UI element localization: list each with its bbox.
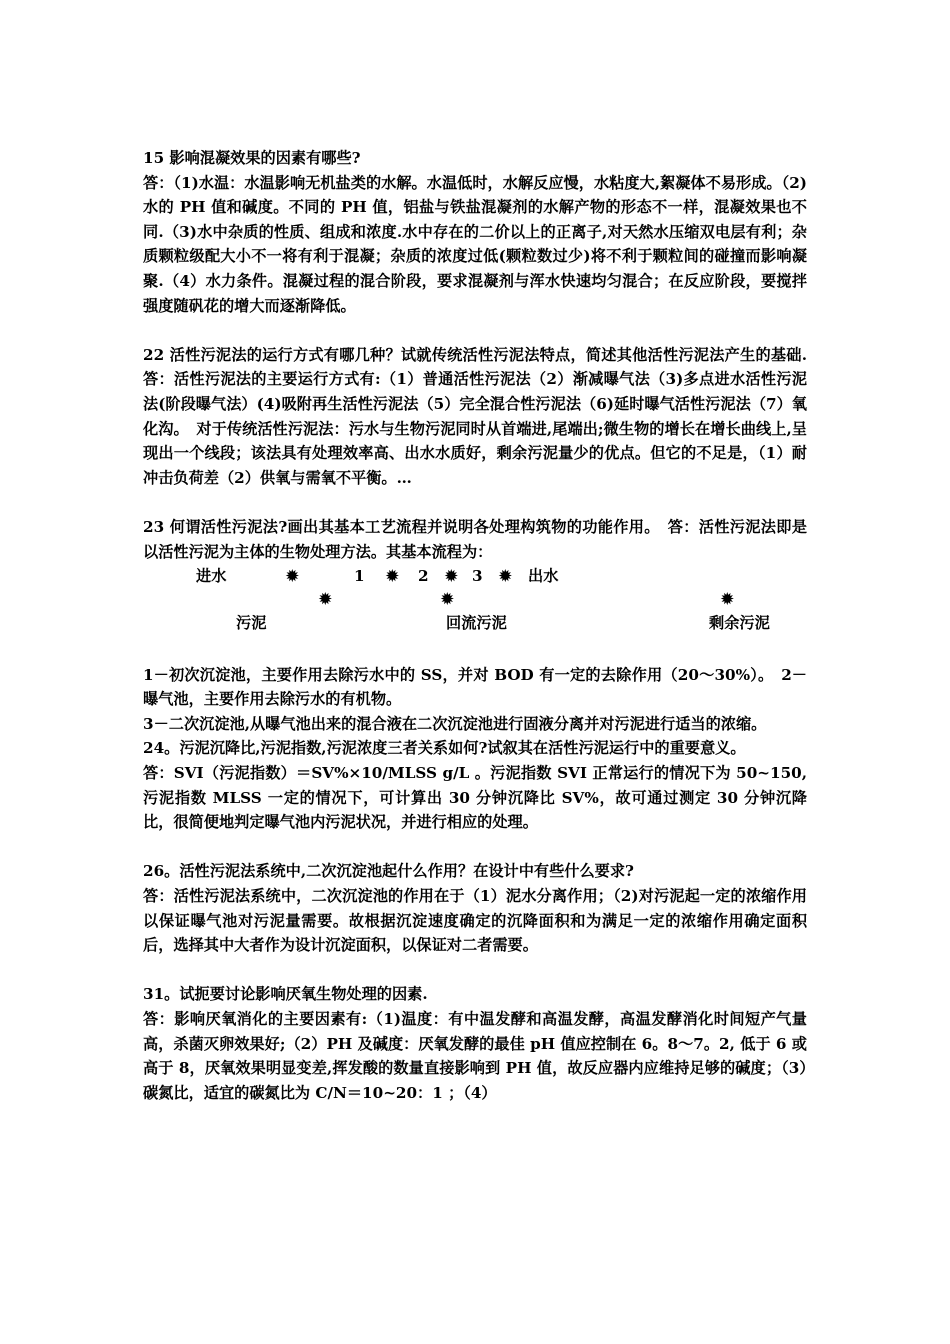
flow-connector-icon: ✹ — [441, 590, 454, 609]
flow-connector-icon: ✹ — [445, 567, 458, 586]
flow-unit-2: 2 — [418, 567, 429, 586]
question-23: 23 何谓活性污泥法?画出其基本工艺流程并说明各处理构筑物的功能作用。 答：活性污泥法即是以活性污泥为主体的生物处理方法。其基本流程为： — [143, 517, 807, 561]
flow-inlet-label: 进水 — [196, 567, 227, 586]
flow-connector-icon: ✹ — [721, 590, 734, 609]
flow-outlet-label: 出水 — [528, 567, 559, 586]
document-page — [143, 146, 807, 1105]
question-24-title: 24。污泥沉降比,污泥指数,污泥浓度三者关系如何?试叙其在活性污泥运行中的重要意义。 — [143, 739, 746, 758]
process-flow-diagram — [143, 564, 807, 638]
flow-connector-icon: ✹ — [386, 567, 399, 586]
question-31-title: 31。试扼要讨论影响厌氧生物处理的因素. — [143, 985, 428, 1004]
flow-note-3: 3－二次沉淀池,从曝气池出来的混合液在二次沉淀池进行固液分离并对污泥进行适当的浓缩。 — [143, 714, 767, 733]
flow-note-1-2: 1－初次沉淀池，主要作用去除污水中的 SS，并对 BOD 有一定的去除作用（20～30%）。 2－曝气池，主要作用去除污水的有机物。 — [143, 665, 807, 709]
flow-connector-icon: ✹ — [319, 590, 332, 609]
flow-sludge-label: 污泥 — [236, 614, 267, 633]
flow-return-sludge-label: 回流污泥 — [446, 614, 507, 633]
flow-unit-3: 3 — [472, 567, 483, 586]
question-26-title: 26。活性污泥法系统中,二次沉淀池起什么作用？在设计中有些什么要求? — [143, 862, 634, 881]
flow-connector-icon: ✹ — [499, 567, 512, 586]
answer-15: 答：（1)水温：水温影响无机盐类的水解。水温低时，水解反应慢，水粘度大,絮凝体不易形成。（2)水的 PH 值和碱度。不同的 PH 值，铝盐与铁盐混凝剂的水解产物的形态不一样，混凝效果也不同.（3)水中杂质的性质、组成和浓度.水中存在的二价以上的正离子,对天然水压缩双电层有利；杂质颗粒级配大小不一将有利于混凝；杂质的浓度过低(颗粒数过少)将不利于颗粒间的碰撞而影响凝聚.（4）水力条件。混凝过程的混合阶段，要求混凝剂与浑水快速均匀混合；在反应阶段，要搅拌强度随矾花的增大而逐渐降低。 — [143, 173, 807, 315]
flow-excess-sludge-label: 剩余污泥 — [709, 614, 770, 633]
question-15-title: 15 影响混凝效果的因素有哪些? — [143, 149, 361, 167]
flow-connector-icon: ✹ — [286, 567, 299, 586]
answer-26: 答：活性污泥法系统中，二次沉淀池的作用在于（1）泥水分离作用；（2)对污泥起一定的浓缩作用以保证曝气池对污泥量需要。故根据沉淀速度确定的沉降面积和为满足一定的浓缩作用确定面积后，选择其中大者作为设计沉淀面积，以保证对二者需要。 — [143, 887, 807, 955]
question-22: 22 活性污泥法的运行方式有哪几种？试就传统活性污泥法特点，简述其他活性污泥法产生的基础. 答：活性污泥法的主要运行方式有:（1）普通活性污泥法（2）渐减曝气法（3)多点进水活性污泥法(阶段曝气法）(4)吸附再生活性污泥法（5）完全混合性污泥法（6)延时曝气活性污泥法（7）氧化沟。 对于传统活性污泥法：污水与生物污泥同时从首端进,尾端出;微生物的增长在增长曲线上,呈现出一个线段；该法具有处理效率高、出水水质好，剩余污泥量少的优点。但它的不足是，（1）耐冲击负荷差（2）供氧与需氧不平衡。… — [143, 345, 807, 487]
answer-24: 答：SVI（污泥指数）＝SV%×10/MLSS g/L 。污泥指数 SVI 正常运行的情况下为 50~150,污泥指数 MLSS 一定的情况下，可计算出 30 分钟沉降比 SV%，故可通过测定 30 分钟沉降比，很简便地判定曝气池内污泥状况，并进行相应的处理。 — [143, 764, 807, 832]
answer-31: 答：影响厌氧消化的主要因素有:（1)温度：有中温发酵和高温发酵，高温发酵消化时间短产气量高，杀菌灭卵效果好;（2）PH 及碱度：厌氧发酵的最佳 pH 值应控制在 6。8～7。2, 低于 6 或高于 8，厌氧效果明显变差,挥发酸的数量直接影响到 PH 值，故反应器内应维持足够的碱度；（3）碳氮比，适宜的碳氮比为 C/N＝10~20：1 ；（4） — [143, 1010, 807, 1102]
flow-unit-1: 1 — [354, 567, 365, 586]
